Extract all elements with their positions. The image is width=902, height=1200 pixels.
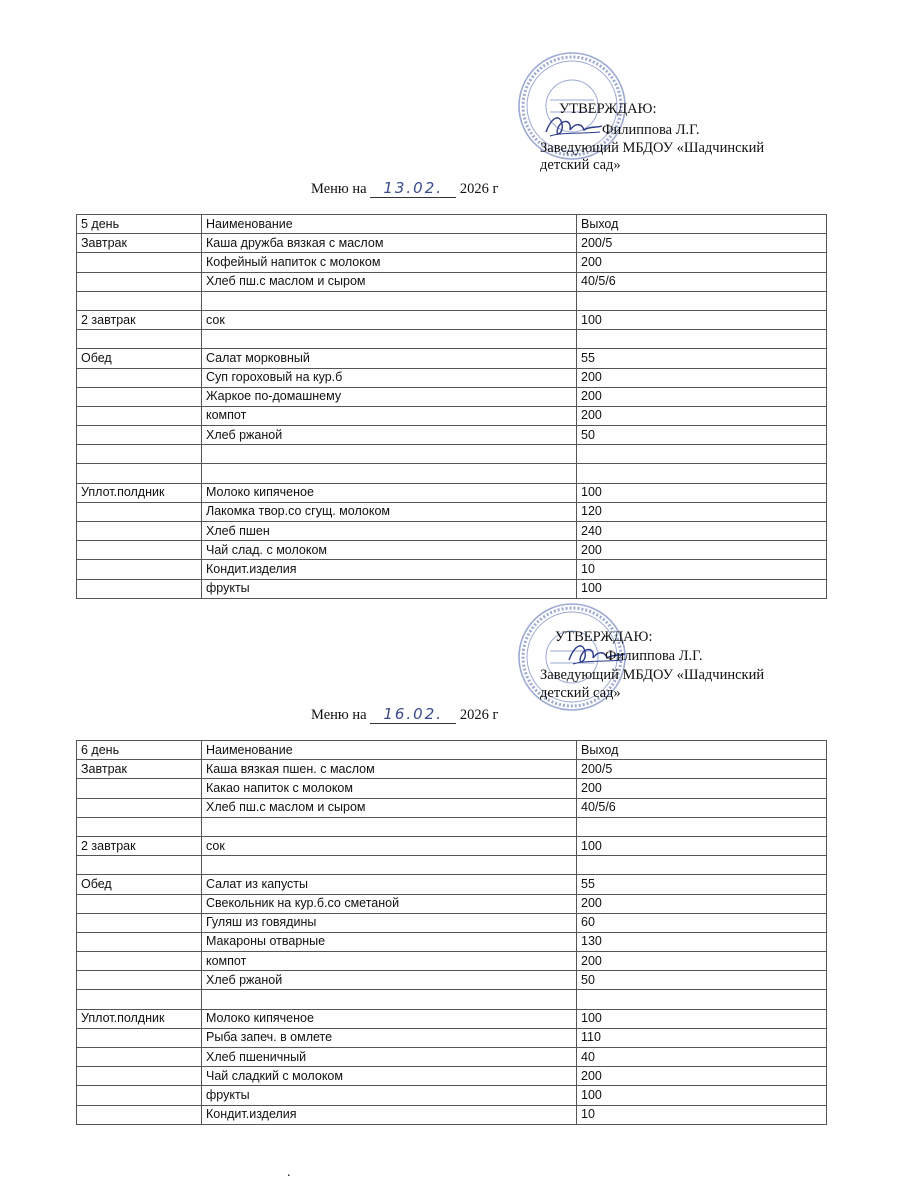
dish-name-cell: Суп гороховый на кур.б: [202, 368, 577, 387]
dish-name-cell: Молоко кипяченое: [202, 483, 577, 502]
portion-cell: 100: [577, 1086, 827, 1105]
table-row: [77, 952, 827, 971]
menu-title-suffix: 2026 г: [459, 181, 499, 197]
portion-cell: 55: [577, 349, 827, 368]
approver-org: детский сад»: [540, 685, 621, 701]
table-row: [77, 560, 827, 579]
portion-cell: 200/5: [577, 234, 827, 253]
meal-cell: [77, 291, 202, 310]
dish-name-cell: [202, 445, 577, 464]
meal-cell: Завтрак: [77, 760, 202, 779]
table-row: [77, 387, 827, 406]
menu-table: [76, 740, 827, 1125]
meal-cell: [77, 445, 202, 464]
portion-cell: 200: [577, 406, 827, 425]
meal-cell: [77, 579, 202, 598]
table-header-cell: Выход: [577, 215, 827, 234]
dish-name-cell: [202, 990, 577, 1009]
dish-name-cell: Кондит.изделия: [202, 1105, 577, 1124]
dish-name-cell: Хлеб ржаной: [202, 426, 577, 445]
dish-name-cell: фрукты: [202, 1086, 577, 1105]
table-row: [77, 1028, 827, 1047]
dish-name-cell: Хлеб пшеничный: [202, 1048, 577, 1067]
dish-name-cell: [202, 330, 577, 349]
dish-name-cell: Чай сладкий с молоком: [202, 1067, 577, 1086]
meal-cell: [77, 932, 202, 951]
dish-name-cell: Хлеб пшен: [202, 522, 577, 541]
table-row: [77, 817, 827, 836]
table-row: [77, 464, 827, 483]
table-row: [77, 234, 827, 253]
dish-name-cell: фрукты: [202, 579, 577, 598]
footer-mark: .: [287, 1165, 291, 1180]
meal-cell: [77, 541, 202, 560]
dish-name-cell: Каша дружба вязкая с маслом: [202, 234, 577, 253]
meal-cell: [77, 1048, 202, 1067]
approval-title: УТВЕРЖДАЮ:: [559, 101, 657, 117]
meal-cell: Завтрак: [77, 234, 202, 253]
meal-cell: [77, 856, 202, 875]
table-row: [77, 330, 827, 349]
dish-name-cell: Хлеб ржаной: [202, 971, 577, 990]
dish-name-cell: [202, 856, 577, 875]
meal-cell: [77, 779, 202, 798]
portion-cell: 200: [577, 952, 827, 971]
table-row: [77, 579, 827, 598]
meal-cell: [77, 1067, 202, 1086]
table-row: [77, 502, 827, 521]
meal-cell: [77, 971, 202, 990]
meal-cell: Обед: [77, 875, 202, 894]
menu-date: 16.02.: [370, 705, 456, 724]
meal-cell: 2 завтрак: [77, 836, 202, 855]
portion-cell: 240: [577, 522, 827, 541]
meal-cell: [77, 1105, 202, 1124]
meal-cell: [77, 464, 202, 483]
approver-name: Филиппова Л.Г.: [602, 122, 700, 138]
meal-cell: [77, 368, 202, 387]
portion-cell: 200: [577, 541, 827, 560]
dish-name-cell: Каша вязкая пшен. с маслом: [202, 760, 577, 779]
menu-date: 13.02.: [370, 179, 456, 198]
menu-table-body: [77, 215, 827, 599]
portion-cell: 40/5/6: [577, 798, 827, 817]
dish-name-cell: [202, 291, 577, 310]
meal-cell: [77, 1028, 202, 1047]
dish-name-cell: [202, 464, 577, 483]
menu-title: [311, 705, 498, 724]
table-row: [77, 856, 827, 875]
dish-name-cell: Гуляш из говядины: [202, 913, 577, 932]
meal-cell: [77, 817, 202, 836]
table-row: [77, 1048, 827, 1067]
portion-cell: 60: [577, 913, 827, 932]
dish-name-cell: Какао напиток с молоком: [202, 779, 577, 798]
meal-cell: [77, 406, 202, 425]
dish-name-cell: Кофейный напиток с молоком: [202, 253, 577, 272]
dish-name-cell: Хлеб пш.с маслом и сыром: [202, 798, 577, 817]
portion-cell: 100: [577, 310, 827, 329]
dish-name-cell: Молоко кипяченое: [202, 1009, 577, 1028]
portion-cell: 100: [577, 483, 827, 502]
table-row: [77, 971, 827, 990]
portion-cell: [577, 330, 827, 349]
approval-title: УТВЕРЖДАЮ:: [555, 629, 653, 645]
portion-cell: [577, 990, 827, 1009]
dish-name-cell: сок: [202, 836, 577, 855]
table-header-row: [77, 741, 827, 760]
portion-cell: 120: [577, 502, 827, 521]
table-row: [77, 349, 827, 368]
table-header-cell: 5 день: [77, 215, 202, 234]
table-header-cell: Наименование: [202, 215, 577, 234]
portion-cell: 200: [577, 894, 827, 913]
meal-cell: [77, 502, 202, 521]
portion-cell: [577, 445, 827, 464]
dish-name-cell: Рыба запеч. в омлете: [202, 1028, 577, 1047]
meal-cell: Обед: [77, 349, 202, 368]
meal-cell: [77, 990, 202, 1009]
portion-cell: 10: [577, 1105, 827, 1124]
dish-name-cell: Жаркое по-домашнему: [202, 387, 577, 406]
table-row: [77, 272, 827, 291]
meal-cell: [77, 253, 202, 272]
table-row: [77, 779, 827, 798]
table-header-cell: Выход: [577, 741, 827, 760]
portion-cell: [577, 856, 827, 875]
dish-name-cell: Свекольник на кур.б.со сметаной: [202, 894, 577, 913]
table-row: [77, 990, 827, 1009]
meal-cell: [77, 798, 202, 817]
dish-name-cell: Салат из капусты: [202, 875, 577, 894]
approver-org: детский сад»: [540, 157, 621, 173]
table-row: [77, 913, 827, 932]
meal-cell: [77, 272, 202, 291]
menu-title-suffix: 2026 г: [459, 707, 499, 723]
portion-cell: [577, 817, 827, 836]
dish-name-cell: компот: [202, 406, 577, 425]
portion-cell: 100: [577, 836, 827, 855]
meal-cell: Уплот.полдник: [77, 483, 202, 502]
portion-cell: 200: [577, 368, 827, 387]
portion-cell: 200: [577, 387, 827, 406]
portion-cell: 110: [577, 1028, 827, 1047]
meal-cell: [77, 387, 202, 406]
menu-title-prefix: Меню на: [311, 707, 367, 723]
portion-cell: 200: [577, 253, 827, 272]
dish-name-cell: Кондит.изделия: [202, 560, 577, 579]
approver-name: Филиппова Л.Г.: [605, 648, 703, 664]
dish-name-cell: Лакомка твор.со сгущ. молоком: [202, 502, 577, 521]
table-row: [77, 1105, 827, 1124]
table-row: [77, 406, 827, 425]
table-row: [77, 541, 827, 560]
portion-cell: 40/5/6: [577, 272, 827, 291]
table-row: [77, 1009, 827, 1028]
table-row: [77, 426, 827, 445]
table-row: [77, 1086, 827, 1105]
table-row: [77, 875, 827, 894]
table-row: [77, 483, 827, 502]
meal-cell: [77, 1086, 202, 1105]
meal-cell: [77, 913, 202, 932]
dish-name-cell: Салат морковный: [202, 349, 577, 368]
table-header-cell: 6 день: [77, 741, 202, 760]
table-row: [77, 894, 827, 913]
menu-title: [311, 179, 498, 198]
meal-cell: [77, 952, 202, 971]
portion-cell: [577, 291, 827, 310]
table-header-cell: Наименование: [202, 741, 577, 760]
approver-position: Заведующий МБДОУ «Шадчинский: [540, 667, 765, 683]
portion-cell: 200/5: [577, 760, 827, 779]
portion-cell: 50: [577, 971, 827, 990]
table-row: [77, 798, 827, 817]
portion-cell: 130: [577, 932, 827, 951]
dish-name-cell: [202, 817, 577, 836]
menu-table: [76, 214, 827, 599]
meal-cell: [77, 560, 202, 579]
table-row: [77, 310, 827, 329]
dish-name-cell: сок: [202, 310, 577, 329]
dish-name-cell: Чай слад. с молоком: [202, 541, 577, 560]
portion-cell: [577, 464, 827, 483]
meal-cell: [77, 522, 202, 541]
dish-name-cell: компот: [202, 952, 577, 971]
table-row: [77, 932, 827, 951]
dish-name-cell: Хлеб пш.с маслом и сыром: [202, 272, 577, 291]
table-row: [77, 760, 827, 779]
table-row: [77, 1067, 827, 1086]
menu-table-body: [77, 741, 827, 1125]
meal-cell: 2 завтрак: [77, 310, 202, 329]
table-header-row: [77, 215, 827, 234]
table-row: [77, 368, 827, 387]
meal-cell: [77, 330, 202, 349]
portion-cell: 200: [577, 779, 827, 798]
table-row: [77, 522, 827, 541]
table-row: [77, 253, 827, 272]
dish-name-cell: Макароны отварные: [202, 932, 577, 951]
menu-title-prefix: Меню на: [311, 181, 367, 197]
portion-cell: 100: [577, 1009, 827, 1028]
portion-cell: 200: [577, 1067, 827, 1086]
approver-position: Заведующий МБДОУ «Шадчинский: [540, 140, 765, 156]
table-row: [77, 836, 827, 855]
portion-cell: 55: [577, 875, 827, 894]
meal-cell: Уплот.полдник: [77, 1009, 202, 1028]
table-row: [77, 445, 827, 464]
table-row: [77, 291, 827, 310]
portion-cell: 40: [577, 1048, 827, 1067]
meal-cell: [77, 426, 202, 445]
meal-cell: [77, 894, 202, 913]
portion-cell: 100: [577, 579, 827, 598]
portion-cell: 50: [577, 426, 827, 445]
portion-cell: 10: [577, 560, 827, 579]
